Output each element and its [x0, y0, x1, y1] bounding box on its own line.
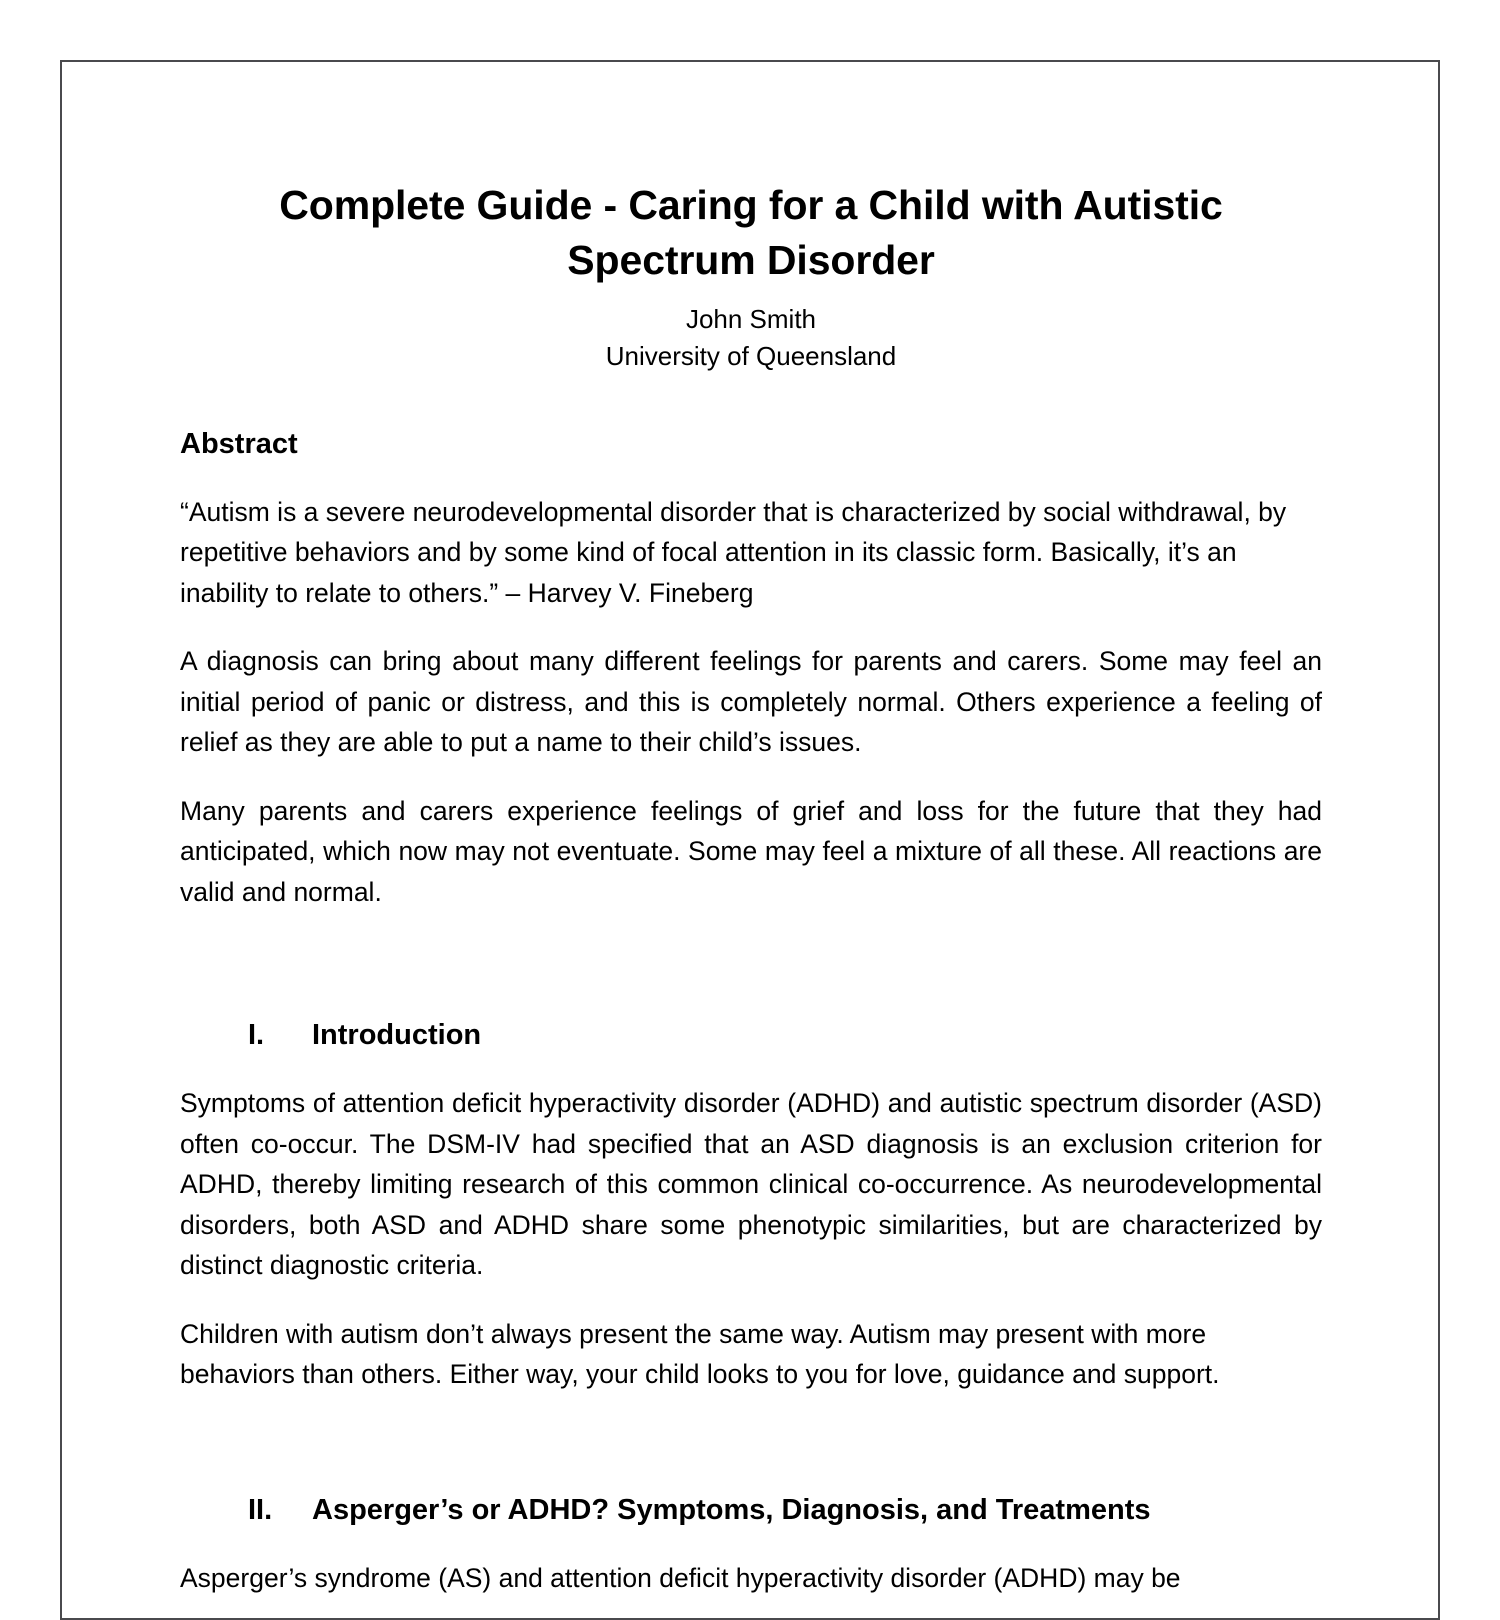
page-title: Complete Guide - Caring for a Child with Autistic Spectrum Disorder: [279, 182, 1223, 283]
section-number-one: I.: [248, 1019, 265, 1052]
section-title-aspergers-or-adhd: Asperger’s or ADHD? Symptoms, Diagnosis, and Treatments: [312, 1493, 1151, 1526]
section-number-two: II.: [248, 1493, 273, 1526]
author-block: [180, 301, 1322, 375]
document-page: [60, 60, 1440, 1620]
section-title-introduction: Introduction: [312, 1019, 482, 1052]
section-heading-aspergers-or-adhd: [180, 1493, 1322, 1528]
spacer-before-section-one: [180, 912, 1322, 1018]
abstract-paragraph-grief: Many parents and carers experience feelings of grief and loss for the future that they had anticipated, which now may not eventuate. Some may feel a mixture of all these. All reactions are valid and normal.: [180, 795, 1322, 907]
section-two-paragraph-opening: Asperger’s syndrome (AS) and attention deficit hyperactivity disorder (ADHD) may be: [180, 1562, 1181, 1593]
introduction-paragraph-children: Children with autism don’t always present the same way. Autism may present with more behaviors than others. Either way, your child looks to you for love, guidance and support.: [180, 1318, 1220, 1390]
abstract-heading: Abstract: [180, 427, 298, 460]
abstract-paragraph-diagnosis: A diagnosis can bring about many different feelings for parents and carers. Some may feel an initial period of panic or distress, and this is completely normal. Others experience a feeling of relief as they are able to put a name to their child’s issues.: [180, 646, 1322, 758]
page-content-column: [180, 62, 1322, 1598]
spacer-before-section-two: [180, 1395, 1322, 1493]
abstract-paragraph-quote: “Autism is a severe neurodevelopmental disorder that is characterized by social withdrawal, by repetitive behaviors and by some kind of focal attention in its classic form. Basically, it’s an inability to relate to others.” – Harvey V. Fineberg: [180, 496, 1287, 608]
author-affiliation: University of Queensland: [605, 340, 897, 371]
author-name: John Smith: [685, 304, 817, 335]
introduction-paragraph-symptoms: Symptoms of attention deficit hyperactivity disorder (ADHD) and autistic spectrum disorder (ASD) often co-occur. The DSM-IV had specified that an ASD diagnosis is an exclusion criterion for ADHD, thereby limiting research of this common clinical co-occurrence. As neurodevelopmental disorders, both ASD and ADHD share some phenotypic similarities, but are characterized by distinct diagnostic criteria.: [180, 1088, 1322, 1281]
section-heading-introduction: [180, 1018, 1322, 1053]
